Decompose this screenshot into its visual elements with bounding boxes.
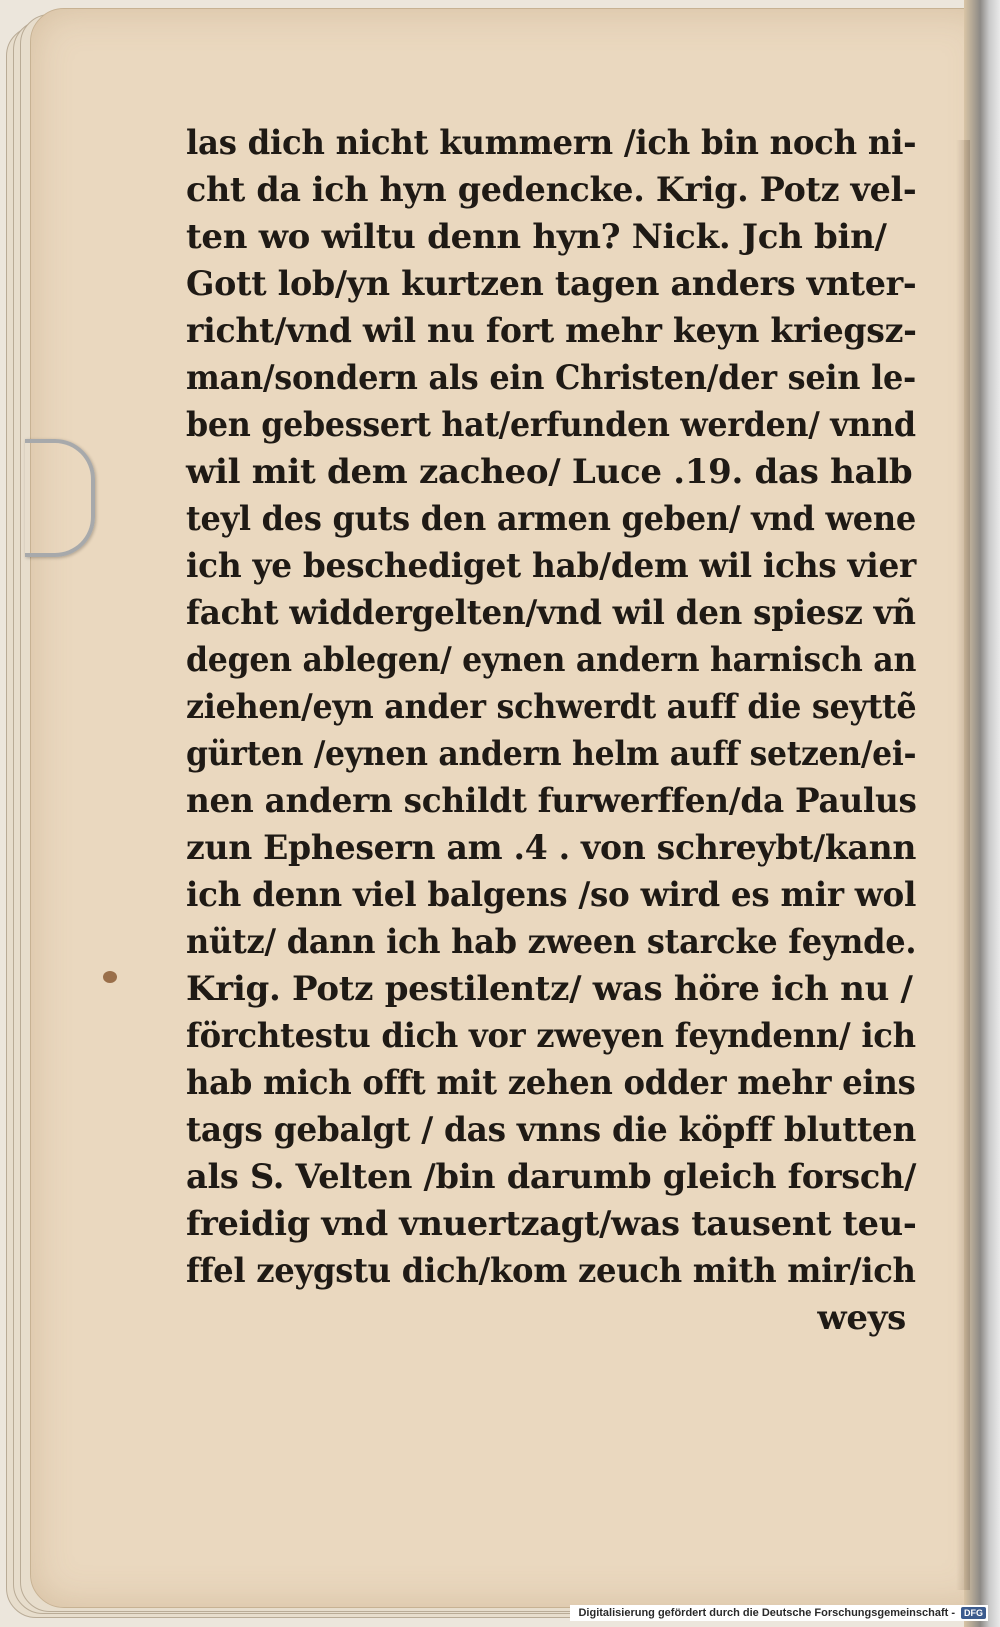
text-line: richt/vnd wil nu fort mehr keyn kriegsz- [186, 311, 917, 351]
text-line: tags gebalgt / das vnns die köpff blutten [186, 1110, 917, 1150]
text-line: nen andern schildt furwerffen/da Paulus [186, 781, 917, 821]
gutter-shadow [956, 140, 970, 1590]
text-line: wil mit dem zacheo/ Luce .19. das halb [186, 452, 913, 492]
dfg-logo-icon: DFG [961, 1607, 986, 1619]
catchword: weys [817, 1298, 906, 1338]
text-line: ten wo wiltu denn hyn? Nick. Jch bin/ [186, 217, 887, 257]
text-line: freidig vnd vnuertzagt/was tausent teu- [186, 1204, 917, 1244]
footer-credit: Digitalisierung gefördert durch die Deutsche Forschungsgemeinschaft - [578, 1607, 955, 1619]
paper-stain [103, 971, 117, 983]
text-line: degen ablegen/ eynen andern harnisch an [186, 640, 917, 680]
text-line: ben gebessert hat/erfunden werden/ vnnd [186, 405, 916, 445]
text-line: ziehen/eyn ander schwerdt auff die seyttẽ [186, 687, 917, 727]
text-line: las dich nicht kummern /ich bin noch ni- [186, 123, 917, 163]
paper-clip-icon [25, 439, 95, 557]
text-line: Krig. Potz pestilentz/ was höre ich nu / [186, 969, 913, 1009]
digitization-footer [570, 1605, 988, 1621]
text-line: ffel zeygstu dich/kom zeuch mith mir/ich [186, 1251, 916, 1291]
page-text-block [186, 120, 916, 1342]
text-line: Gott lob/yn kurtzen tagen anders vnter- [186, 264, 917, 304]
text-line: als S. Velten /bin darumb gleich forsch/ [186, 1157, 917, 1197]
text-line: teyl des guts den armen geben/ vnd wene [186, 499, 916, 539]
text-line: gürten /eynen andern helm auff setzen/ei- [186, 734, 917, 774]
text-line: förchtestu dich vor zweyen feyndenn/ ich [186, 1016, 916, 1056]
text-line: hab mich offt mit zehen odder mehr eins [186, 1063, 916, 1103]
text-line: ich ye beschediget hab/dem wil ichs vier [186, 546, 917, 586]
text-line: facht widdergelten/vnd wil den spiesz vñ [186, 593, 916, 633]
text-line: ich denn viel balgens /so wird es mir wol [186, 875, 917, 915]
text-line: cht da ich hyn gedencke. Krig. Potz vel- [186, 170, 917, 210]
text-line: zun Ephesern am .4 . von schreybt/kann [186, 828, 917, 868]
text-line: nütz/ dann ich hab zween starcke feynde. [186, 922, 917, 962]
text-line: man/sondern als ein Christen/der sein le- [186, 358, 916, 398]
